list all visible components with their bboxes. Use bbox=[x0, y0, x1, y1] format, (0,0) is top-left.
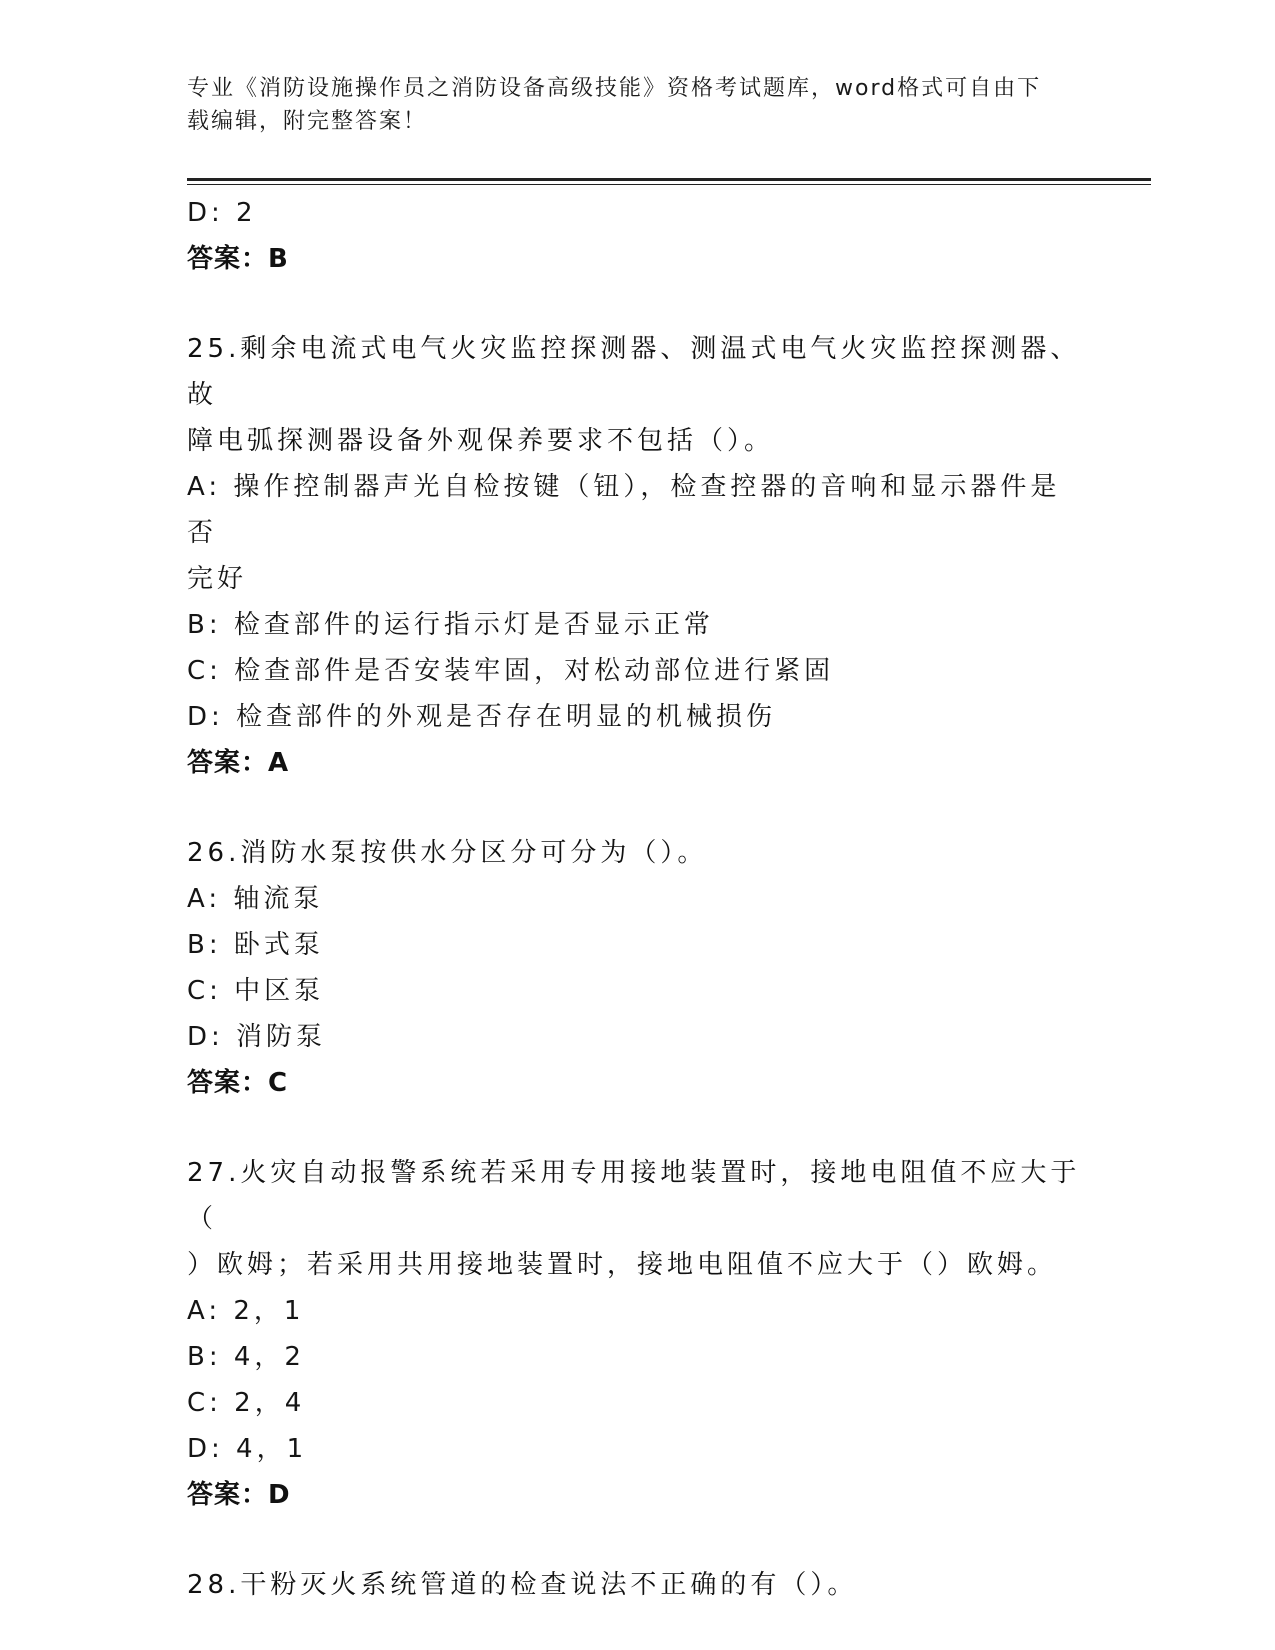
question-stem-line: 28.干粉灭火系统管道的检查说法不正确的有（）。 bbox=[187, 1570, 858, 1600]
question-stem-line: 障电弧探测器设备外观保养要求不包括（）。 bbox=[187, 426, 775, 456]
question-stem-line: 25.剩余电流式电气火灾监控探测器、测温式电气火灾监控探测器、故 bbox=[187, 334, 1081, 410]
question-26 bbox=[187, 830, 1087, 1106]
option-d: D: 检查部件的外观是否存在明显的机械损伤 bbox=[187, 702, 777, 732]
option-b: B: 卧式泵 bbox=[187, 930, 324, 960]
option-a: A: 2，1 bbox=[187, 1296, 305, 1326]
option-c: C: 检查部件是否安装牢固，对松动部位进行紧固 bbox=[187, 656, 835, 686]
option-c: C: 2，4 bbox=[187, 1388, 306, 1418]
question-stem-line: ）欧姆；若采用共用接地装置时，接地电阻值不应大于（）欧姆。 bbox=[187, 1250, 1058, 1280]
header-line-2: 载编辑，附完整答案！ bbox=[187, 109, 428, 134]
option-d: D: 2 bbox=[187, 198, 257, 228]
question-28 bbox=[187, 1562, 1087, 1608]
option-d: D: 4，1 bbox=[187, 1434, 308, 1464]
option-b: B: 4，2 bbox=[187, 1342, 305, 1372]
answer-line: 答案：B bbox=[187, 244, 289, 274]
answer-line: 答案：D bbox=[187, 1480, 291, 1510]
question-25 bbox=[187, 326, 1087, 786]
question-stem-line: 27.火灾自动报警系统若采用专用接地装置时，接地电阻值不应大于（ bbox=[187, 1158, 1081, 1234]
header-rule-thin bbox=[187, 184, 1151, 185]
answer-line: 答案：C bbox=[187, 1068, 289, 1098]
option-b: B: 检查部件的运行指示灯是否显示正常 bbox=[187, 610, 714, 640]
option-a-continued: 完好 bbox=[187, 564, 248, 594]
header-line-1: 专业《消防设施操作员之消防设备高级技能》资格考试题库，word格式可自由下 bbox=[187, 76, 1042, 101]
option-d: D: 消防泵 bbox=[187, 1022, 327, 1052]
header-rule-thick bbox=[187, 178, 1151, 181]
option-a: A: 轴流泵 bbox=[187, 884, 324, 914]
previous-question-tail bbox=[187, 190, 1087, 282]
answer-line: 答案：A bbox=[187, 748, 290, 778]
page-header bbox=[187, 72, 1087, 138]
option-c: C: 中区泵 bbox=[187, 976, 325, 1006]
document-body bbox=[187, 190, 1087, 1608]
option-a: A: 操作控制器声光自检按键（钮），检查控器的音响和显示器件是否 bbox=[187, 472, 1061, 548]
question-stem-line: 26.消防水泵按供水分区分可分为（）。 bbox=[187, 838, 708, 868]
question-27 bbox=[187, 1150, 1087, 1518]
